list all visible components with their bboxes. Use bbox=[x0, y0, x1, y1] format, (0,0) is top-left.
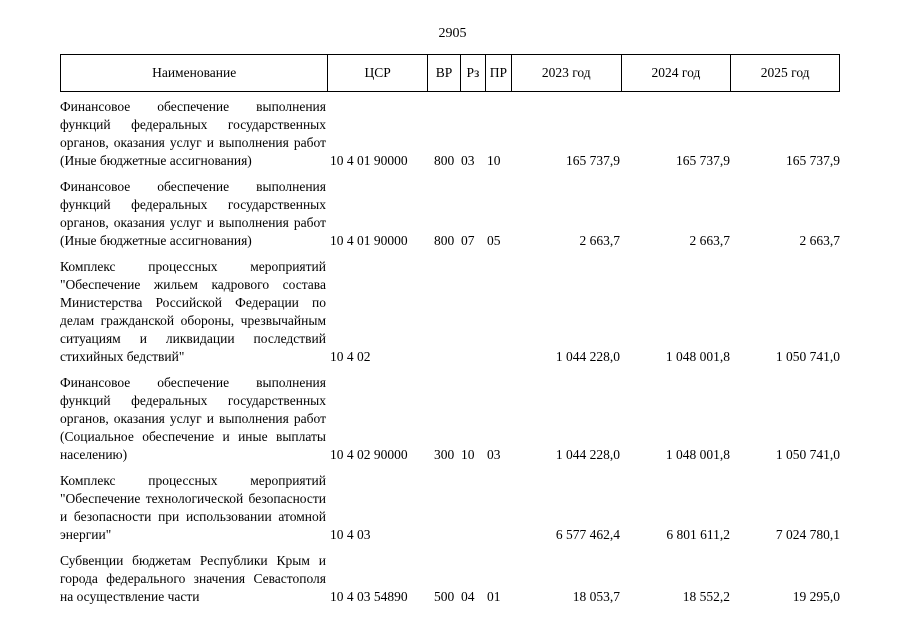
row-name: Субвенции бюджетам Республики Крым и города федерального значения Севастополя на осуществление части bbox=[60, 553, 326, 604]
row-2024: 1 048 001,8 bbox=[665, 349, 730, 364]
row-pr: 10 bbox=[487, 153, 501, 168]
table-body bbox=[60, 98, 840, 614]
table-row bbox=[60, 98, 840, 170]
row-2024: 1 048 001,8 bbox=[665, 447, 730, 462]
row-rz: 10 bbox=[461, 447, 475, 462]
table-row bbox=[60, 472, 840, 544]
row-2024: 18 552,2 bbox=[682, 589, 730, 604]
row-name: Финансовое обеспечение выполнения функций федеральных государственных органов, оказания услуг и выполнения работ (Иные бюджетные ассигнования) bbox=[60, 179, 326, 248]
row-2025: 2 663,7 bbox=[799, 233, 840, 248]
row-2025: 7 024 780,1 bbox=[775, 527, 840, 542]
row-name: Комплекс процессных мероприятий "Обеспечение технологической безопасности и безопасности при использовании атомной энергии" bbox=[60, 473, 326, 542]
row-2025: 19 295,0 bbox=[792, 589, 840, 604]
row-csr: 10 4 02 90000 bbox=[330, 447, 408, 462]
header-2024: 2024 год bbox=[622, 55, 732, 91]
row-name: Комплекс процессных мероприятий "Обеспечение жильем кадрового состава Министерства Российской Федерации по делам гражданской обороны, чрезвычайным ситуациям и ликвидации последствий стихийных бедствий" bbox=[60, 259, 326, 364]
table-row bbox=[60, 552, 840, 606]
row-vr: 800 bbox=[434, 153, 455, 168]
header-csr: ЦСР bbox=[328, 55, 428, 91]
row-name: Финансовое обеспечение выполнения функций федеральных государственных органов, оказания услуг и выполнения работ (Социальное обеспечение и иные выплаты населению) bbox=[60, 375, 326, 462]
row-2023: 165 737,9 bbox=[566, 153, 620, 168]
row-csr: 10 4 03 bbox=[330, 527, 371, 542]
row-2024: 2 663,7 bbox=[689, 233, 730, 248]
row-2023: 2 663,7 bbox=[579, 233, 620, 248]
row-csr: 10 4 02 bbox=[330, 349, 371, 364]
header-pr: ПР bbox=[486, 55, 512, 91]
row-2023: 1 044 228,0 bbox=[555, 349, 620, 364]
row-rz: 04 bbox=[461, 589, 475, 604]
table-row bbox=[60, 258, 840, 366]
row-2023: 18 053,7 bbox=[572, 589, 620, 604]
row-csr: 10 4 03 54890 bbox=[330, 589, 408, 604]
row-vr: 300 bbox=[434, 447, 455, 462]
row-vr: 500 bbox=[434, 589, 455, 604]
header-rz: Рз bbox=[461, 55, 486, 91]
row-pr: 01 bbox=[487, 589, 501, 604]
row-csr: 10 4 01 90000 bbox=[330, 233, 408, 248]
row-2024: 6 801 611,2 bbox=[666, 527, 730, 542]
row-vr: 800 bbox=[434, 233, 455, 248]
table-row bbox=[60, 374, 840, 464]
row-rz: 03 bbox=[461, 153, 475, 168]
row-2025: 1 050 741,0 bbox=[775, 349, 840, 364]
header-2025: 2025 год bbox=[760, 65, 810, 80]
row-2024: 165 737,9 bbox=[676, 153, 730, 168]
row-2023: 1 044 228,0 bbox=[555, 447, 620, 462]
header-vr: ВР bbox=[428, 55, 461, 91]
row-csr: 10 4 01 90000 bbox=[330, 153, 408, 168]
table-header bbox=[60, 54, 840, 92]
header-2023: 2023 год bbox=[512, 55, 622, 91]
page-number: 2905 bbox=[438, 26, 467, 41]
row-2023: 6 577 462,4 bbox=[555, 527, 620, 542]
table-row bbox=[60, 178, 840, 250]
row-rz: 07 bbox=[461, 233, 475, 248]
row-pr: 05 bbox=[487, 233, 501, 248]
row-name: Финансовое обеспечение выполнения функций федеральных государственных органов, оказания услуг и выполнения работ (Иные бюджетные ассигнования) bbox=[60, 99, 326, 168]
row-2025: 165 737,9 bbox=[786, 153, 840, 168]
row-pr: 03 bbox=[487, 447, 501, 462]
header-name: Наименование bbox=[61, 55, 328, 91]
row-2025: 1 050 741,0 bbox=[775, 447, 840, 462]
